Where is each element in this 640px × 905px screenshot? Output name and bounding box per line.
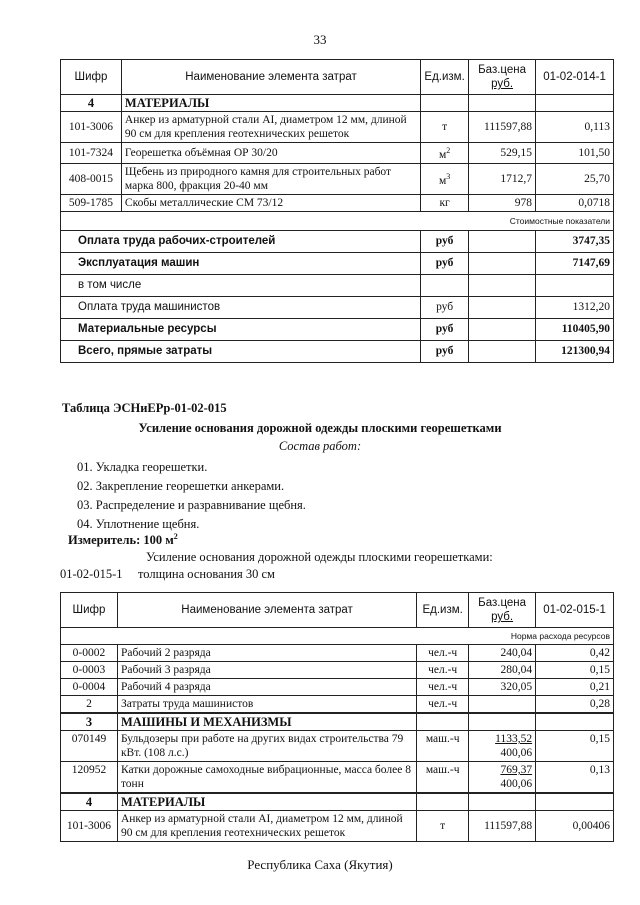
work-step: 03. Распределение и разравнивание щебня. bbox=[77, 498, 306, 512]
summary-label: Всего, прямые затраты bbox=[61, 340, 421, 362]
section-heading: Усиление основания дорожной одежды плоскими георешетками bbox=[138, 421, 502, 435]
summary-unit bbox=[421, 274, 469, 296]
table-row bbox=[61, 645, 614, 662]
price-operator-wage: 400,06 bbox=[500, 778, 533, 790]
row-name: Щебень из природного камня для строительных работ марка 800, фракция 20-40 мм bbox=[121, 163, 420, 194]
summary-row bbox=[61, 230, 614, 252]
header-name: Наименование элемента затрат bbox=[121, 60, 420, 95]
summary-value: 7147,69 bbox=[536, 252, 614, 274]
section-description: Усиление основания дорожной одежды плоскими георешетками: bbox=[146, 550, 493, 564]
row-unit: маш.-ч bbox=[417, 731, 469, 762]
table-row bbox=[61, 112, 614, 143]
header-name: Наименование элемента затрат bbox=[117, 593, 416, 628]
machine-row bbox=[61, 731, 614, 762]
price-machine: 769,37 bbox=[500, 764, 533, 776]
row-unit: чел.-ч bbox=[417, 662, 469, 679]
machine-row bbox=[61, 762, 614, 794]
header-code: Шифр bbox=[61, 60, 122, 95]
row-price bbox=[469, 731, 536, 762]
summary-unit: руб bbox=[421, 318, 469, 340]
summary-row bbox=[61, 296, 614, 318]
row-name: Рабочий 2 разряда bbox=[117, 645, 416, 662]
row-value: 0,21 bbox=[536, 679, 614, 696]
section-title: МАТЕРИАЛЫ bbox=[121, 95, 420, 112]
row-name: Затраты труда машинистов bbox=[117, 696, 416, 714]
row-name: Скобы металлические СМ 73/12 bbox=[121, 194, 420, 211]
section-title: МАШИНЫ И МЕХАНИЗМЫ bbox=[117, 713, 416, 731]
summary-unit: руб bbox=[421, 230, 469, 252]
row-code: 509-1785 bbox=[61, 194, 122, 211]
table-row bbox=[61, 662, 614, 679]
row-code: 0-0003 bbox=[61, 662, 118, 679]
row-unit: т bbox=[417, 811, 469, 842]
work-composition-label: Состав работ: bbox=[278, 439, 362, 453]
summary-value: 121300,94 bbox=[536, 340, 614, 362]
summary-unit: руб bbox=[421, 296, 469, 318]
row-code: 2 bbox=[61, 696, 118, 714]
row-unit: маш.-ч bbox=[417, 762, 469, 794]
table-title: Таблица ЭСНиЕРр-01-02-015 bbox=[62, 401, 227, 415]
header-column-code: 01-02-015-1 bbox=[536, 593, 614, 628]
row-name: Катки дорожные самоходные вибрационные, масса более 8 тонн bbox=[117, 762, 416, 794]
work-step: 02. Закрепление георешетки анкерами. bbox=[77, 479, 285, 493]
summary-value bbox=[536, 274, 614, 296]
summary-unit: руб bbox=[421, 340, 469, 362]
row-code: 101-7324 bbox=[61, 143, 122, 164]
row-name: Анкер из арматурной стали AI, диаметром 12 мм, длиной 90 см для крепления геотехнических решеток bbox=[117, 811, 416, 842]
price-machine: 1133,52 bbox=[495, 733, 533, 745]
row-price: 320,05 bbox=[469, 679, 536, 696]
table-row bbox=[61, 679, 614, 696]
section-row bbox=[61, 713, 614, 731]
row-price: 111597,88 bbox=[469, 811, 536, 842]
summary-unit: руб bbox=[421, 252, 469, 274]
measure-unit: Измеритель: 100 $м^2$ bbox=[68, 532, 178, 548]
row-code: 408-0015 bbox=[61, 163, 122, 194]
summary-value: 3747,35 bbox=[536, 230, 614, 252]
row-unit: $м^3$ bbox=[421, 163, 469, 194]
row-value: 0,0718 bbox=[536, 194, 614, 211]
summary-row bbox=[61, 318, 614, 340]
table-row bbox=[61, 696, 614, 714]
row-code: 120952 bbox=[61, 762, 118, 794]
row-name: Рабочий 4 разряда bbox=[117, 679, 416, 696]
row-value: 0,13 bbox=[536, 762, 614, 794]
row-price: 111597,88 bbox=[469, 112, 536, 143]
summary-row bbox=[61, 252, 614, 274]
resource-table-2 bbox=[60, 592, 614, 842]
header-unit: Ед.изм. bbox=[421, 60, 469, 95]
summary-row bbox=[61, 340, 614, 362]
norm-code: 01-02-015-1 bbox=[60, 567, 123, 581]
row-value: 0,113 bbox=[536, 112, 614, 143]
footer-region: Республика Саха (Якутия) bbox=[247, 857, 393, 872]
row-value: 101,50 bbox=[536, 143, 614, 164]
summary-label: Материальные ресурсы bbox=[61, 318, 421, 340]
section-title: МАТЕРИАЛЫ bbox=[117, 793, 416, 811]
summary-value: 110405,90 bbox=[536, 318, 614, 340]
table-row bbox=[61, 811, 614, 842]
row-price: 280,04 bbox=[469, 662, 536, 679]
row-name: Анкер из арматурной стали AI, диаметром 12 мм, длиной 90 см для крепления геотехнических решеток bbox=[121, 112, 420, 143]
row-price: 978 bbox=[469, 194, 536, 211]
summary-label: в том числе bbox=[61, 274, 421, 296]
resource-table-1 bbox=[60, 59, 614, 363]
row-value: 25,70 bbox=[536, 163, 614, 194]
row-price bbox=[469, 696, 536, 714]
row-unit: кг bbox=[421, 194, 469, 211]
section-row bbox=[61, 793, 614, 811]
row-name: Рабочий 3 разряда bbox=[117, 662, 416, 679]
row-unit: чел.-ч bbox=[417, 645, 469, 662]
row-code: 101-3006 bbox=[61, 112, 122, 143]
header-price: Баз.цена руб. bbox=[469, 593, 536, 628]
row-unit: чел.-ч bbox=[417, 696, 469, 714]
row-unit: $м^2$ bbox=[421, 143, 469, 164]
row-value: 0,00406 bbox=[536, 811, 614, 842]
row-price: 1712,7 bbox=[469, 163, 536, 194]
header-code: Шифр bbox=[61, 593, 118, 628]
row-value: 0,15 bbox=[536, 662, 614, 679]
table-row bbox=[61, 194, 614, 211]
row-price: 240,04 bbox=[469, 645, 536, 662]
norm-label: Норма расхода ресурсов bbox=[61, 628, 614, 645]
summary-label: Эксплуатация машин bbox=[61, 252, 421, 274]
header-unit: Ед.изм. bbox=[417, 593, 469, 628]
summary-value: 1312,20 bbox=[536, 296, 614, 318]
row-price: 529,15 bbox=[469, 143, 536, 164]
row-price bbox=[469, 762, 536, 794]
header-price: Баз.цена руб. bbox=[469, 60, 536, 95]
row-name: Георешетка объёмная ОР 30/20 bbox=[121, 143, 420, 164]
section-number: 4 bbox=[61, 793, 118, 811]
section-number: 4 bbox=[61, 95, 122, 112]
row-unit: чел.-ч bbox=[417, 679, 469, 696]
summary-row bbox=[61, 274, 614, 296]
norm-code-description: толщина основания 30 см bbox=[138, 567, 275, 581]
table-row bbox=[61, 163, 614, 194]
row-value: 0,28 bbox=[536, 696, 614, 714]
row-code: 070149 bbox=[61, 731, 118, 762]
row-unit: т bbox=[421, 112, 469, 143]
row-code: 101-3006 bbox=[61, 811, 118, 842]
row-value: 0,15 bbox=[536, 731, 614, 762]
cost-indicators-label: Стоимостные показатели bbox=[61, 211, 614, 230]
price-operator-wage: 400,06 bbox=[500, 747, 533, 759]
work-steps-list bbox=[77, 458, 306, 534]
row-code: 0-0002 bbox=[61, 645, 118, 662]
table-row bbox=[61, 143, 614, 164]
section-number: 3 bbox=[61, 713, 118, 731]
row-value: 0,42 bbox=[536, 645, 614, 662]
work-step: 04. Уплотнение щебня. bbox=[77, 517, 200, 531]
work-step: 01. Укладка георешетки. bbox=[77, 460, 208, 474]
page-number: 33 bbox=[313, 32, 327, 47]
summary-label: Оплата труда рабочих-строителей bbox=[61, 230, 421, 252]
summary-label: Оплата труда машинистов bbox=[61, 296, 421, 318]
header-column-code: 01-02-014-1 bbox=[536, 60, 614, 95]
row-name: Бульдозеры при работе на других видах строительства 79 кВт. (108 л.с.) bbox=[117, 731, 416, 762]
row-code: 0-0004 bbox=[61, 679, 118, 696]
